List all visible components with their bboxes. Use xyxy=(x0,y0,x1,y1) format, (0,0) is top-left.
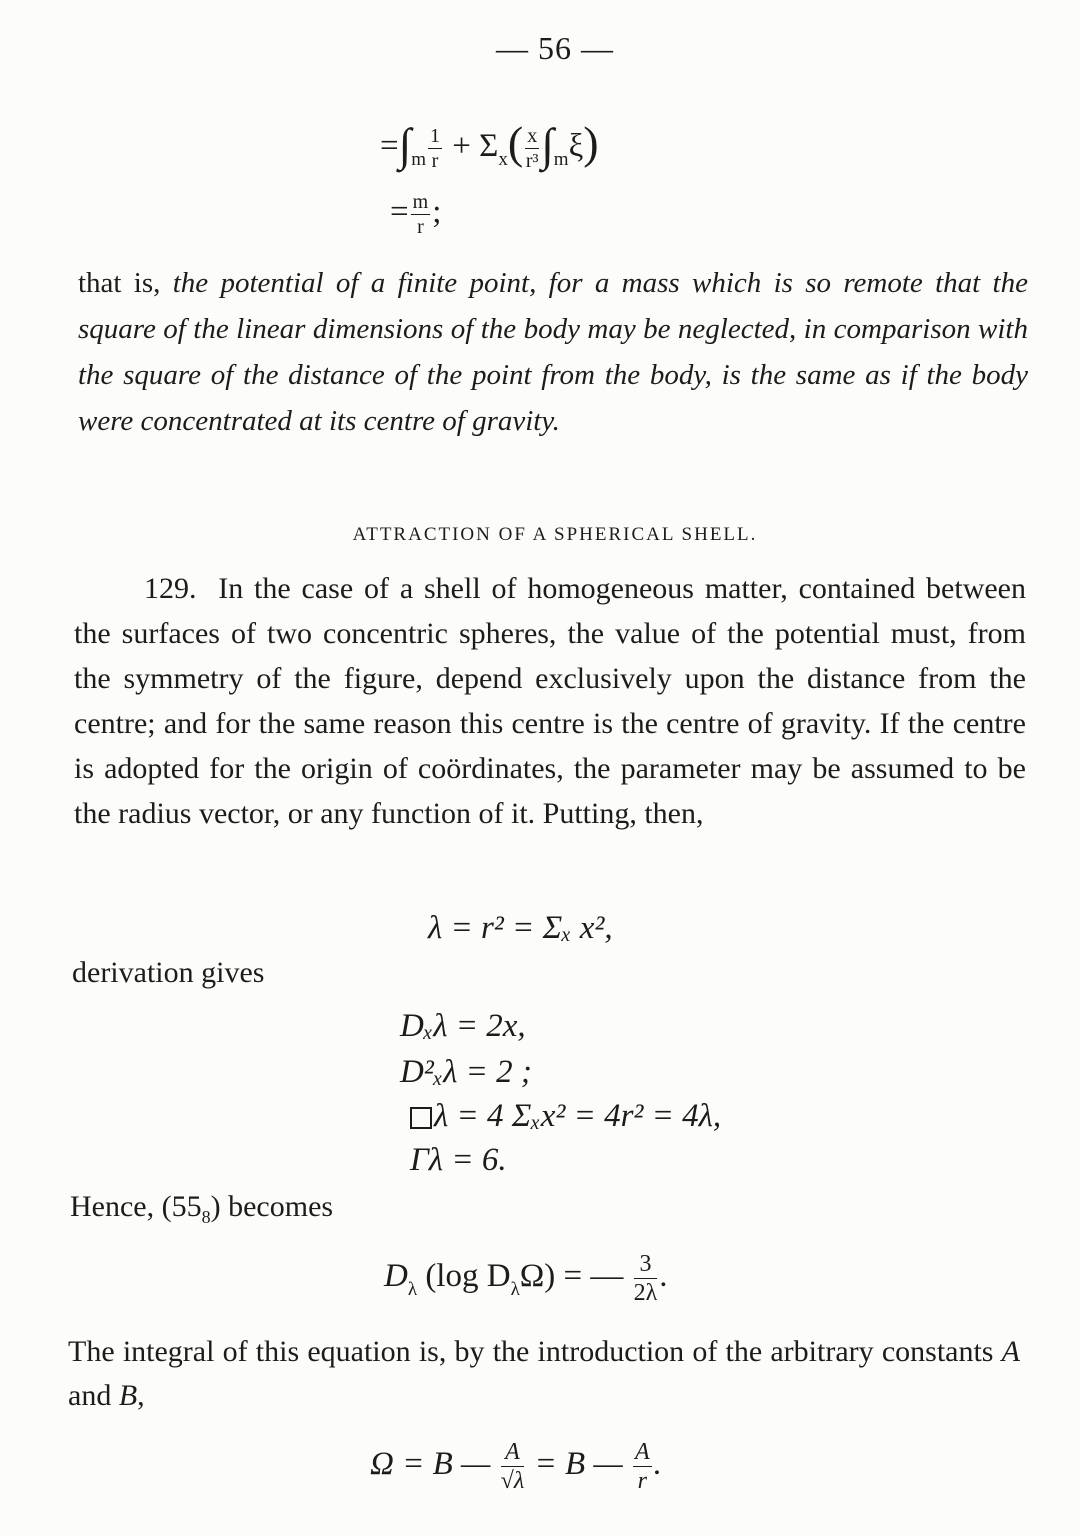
equation-log: $D_\lambda$ (log $D_\lambda\Omega$) = — $\frac{3}{2\lambda}$ . xyxy=(384,1251,668,1306)
fraction-three-over-two-lambda: $\frac{3}{2\lambda}$ xyxy=(633,1251,658,1306)
derivation-line-1: Dₓλ = 2x, xyxy=(400,1008,526,1044)
fraction-a-over-sqrt-lambda: $\frac{A}{√\lambda}$ xyxy=(500,1439,525,1494)
equation-omega: Ω = B — $\frac{A}{√\lambda}$ = B — $\frac{A}{r}$ . xyxy=(370,1439,662,1494)
fraction-x-over-r-cubed: $\frac{x}{\text{r³}}$ xyxy=(525,124,539,172)
hence-label: Hence, $(55_8)$ becomes xyxy=(70,1190,334,1227)
derivation-line-4: Γλ = 6. xyxy=(410,1142,507,1178)
derivation-line-2: D²ₓλ = 2 ; xyxy=(400,1054,532,1090)
equation-lambda: λ = r² = Σₓ x², xyxy=(428,910,613,946)
fraction-one-over-r: $\frac{1}{r}$ xyxy=(430,124,441,172)
section-number: 129. xyxy=(144,572,197,605)
italic-paragraph: that is, the potential of a finite point, for a mass which is so remote that the square of the linear dimensions of the body may be neglected, in comparison with the square of the distance of the point from the body, is the same as if the body were concentrated at its centre of gravity. xyxy=(78,267,1028,437)
page-number: — 56 — xyxy=(496,30,614,66)
integral-paragraph: The integral of this equation is, by the introduction of the arbitrary constants A and B, xyxy=(68,1335,1020,1412)
derivation-line-3: λ = 4 Σₓx² = 4r² = 4λ, xyxy=(410,1100,721,1133)
derivation-label: derivation gives xyxy=(72,956,265,989)
equation-potential-sum: $=\int_m$ $\frac{1}{r}$ + $\Sigma_x$( $\frac{x}{\text{r³}}$ $\int_m\xi$) xyxy=(380,117,599,172)
section-paragraph: 129. In the case of a shell of homogeneous matter, contained between the surfaces of two concentric spheres, the value of the potential must, from the symmetry of the figure, depend exclusively upon the distance from the centre; and for the same reason this centre is the centre of gravity. If the centre is adopted for the origin of coördinates, the parameter may be assumed to be the radius vector, or any function of it. Putting, then, xyxy=(74,572,1026,830)
fraction-a-over-r: $\frac{A}{r}$ xyxy=(635,1439,650,1494)
equation-m-over-r: = $\frac{m}{r}$ ; xyxy=(390,191,442,238)
fraction-m-over-r: $\frac{m}{r}$ xyxy=(412,191,429,238)
box-operator-icon xyxy=(410,1107,432,1129)
section-heading: ATTRACTION OF A SPHERICAL SHELL. xyxy=(352,524,758,545)
